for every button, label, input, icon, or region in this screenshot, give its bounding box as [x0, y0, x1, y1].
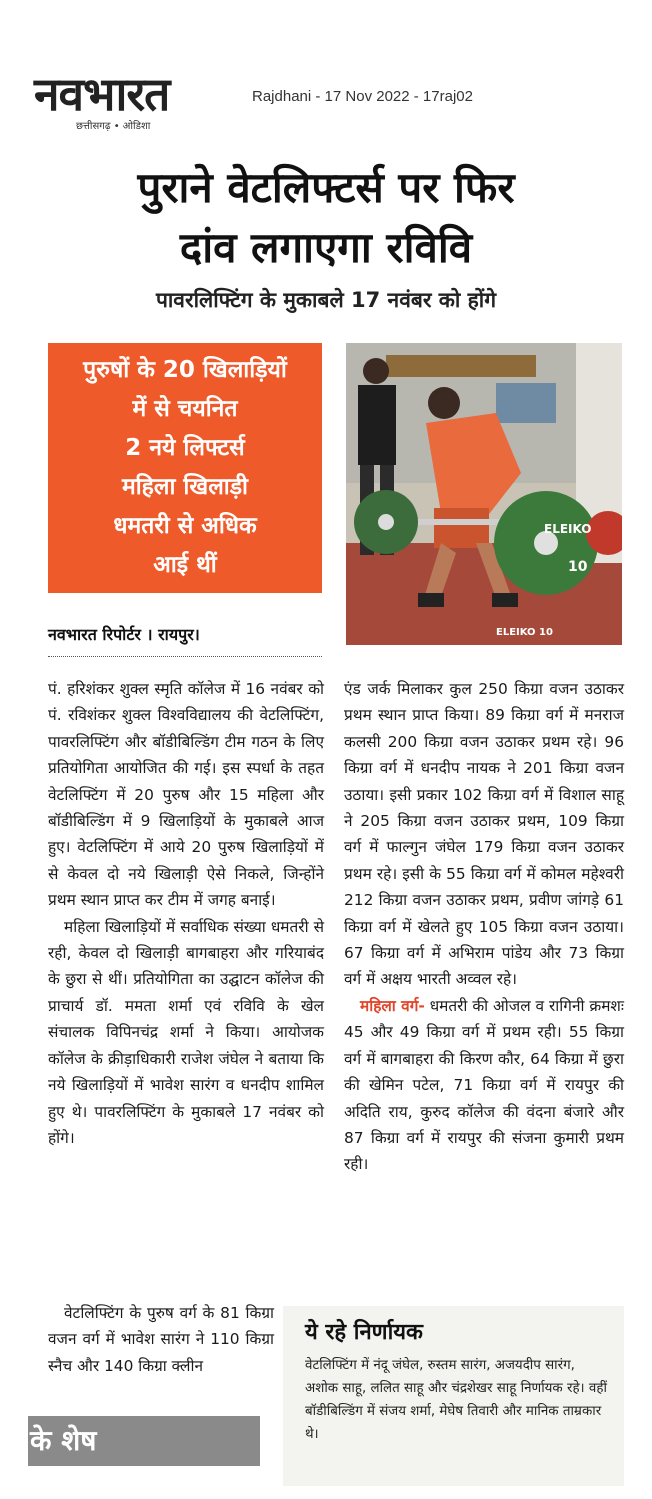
article-paragraph: एंड जर्क मिलाकर कुल 250 किग्रा वजन उठाकर प्रथम स्थान प्राप्त किया। 89 किग्रा वर्ग में मनराज कलसी 200 किग्रा वजन उठाकर प्रथम रहे। 96 किग्रा वर्ग में धनदीप नायक ने 201 किग्रा वजन उठाया। इसी प्रकार 102 किग्रा वर्ग में विशाल साहू ने 205 किग्रा वजन उठाकर प्रथम, 109 किग्रा वर्ग में फाल्गुन जंघेल 179 किग्रा वजन उठाकर प्रथम रहे। इसी के 55 किग्रा वर्ग में कोमल महेश्वरी 212 किग्रा वजन उठाकर प्रथम, प्रवीण जांगड़े 61 किग्रा वर्ग में खेलते हुए 105 किग्रा वजन उठाया। 67 किग्रा वर्ग में अभिराम पांडेय और 73 किग्रा वर्ग में अक्षय भारती अव्वल रहे।	[344, 680, 624, 989]
weightlifter-illustration	[346, 343, 622, 645]
callout-box	[48, 343, 322, 593]
edition-label: छत्तीसगढ़ • ओडिशा	[76, 121, 151, 132]
judges-text: वेटलिफ्टिंग में नंदू जंघेल, रुस्तम सारंग, अजयदीप सारंग, अशोक साहू, ललित साहू और चंद्रशेखर साहू निर्णायक रहे। वहीं बॉडीबिल्डिंग में संजय शर्मा, मेघेष तिवारी और मानिक ताम्रकार थे।	[305, 1358, 607, 1442]
callout-line: धमतरी से अधिक	[113, 513, 257, 539]
subheadline: पावरलिफ्टिंग के मुकाबले 17 नवंबर को होंगे	[155, 288, 497, 312]
masthead-logo	[34, 68, 234, 138]
women-text: धमतरी की ओजल व रागिनी क्रमशः 45 और 49 किग्रा वर्ग में प्रथम रही। 55 किग्रा वर्ग में बागबाहरा की किरण कौर, 64 किग्रा में छुरा की खेमिन पटेल, 71 किग्रा वर्ग में रायपुर की अदिति राय, कुरुद कॉलेज की वंदना बंजारे और 87 किग्रा वर्ग में रायपुर की संजना कुमारी प्रथम रही।	[344, 996, 624, 1174]
article-column-1-end	[48, 1300, 274, 1379]
article-paragraph: वेटलिफ्टिंग के पुरुष वर्ग के 81 किग्रा वजन वर्ग में भावेश सारंग ने 110 किग्रा स्नैच और 140 किग्रा क्लीन	[48, 1304, 274, 1375]
article-column-1	[48, 676, 324, 1151]
continued-bar: के शेष	[28, 1416, 260, 1466]
byline-divider	[48, 656, 322, 657]
news-photo	[346, 343, 622, 645]
logo-text: नवभारत	[34, 67, 170, 121]
headline-line-1: पुराने वेटलिफ्टर्स पर फिर	[137, 163, 515, 212]
women-label: महिला वर्ग-	[360, 996, 425, 1015]
plate-weight: 10	[568, 559, 588, 575]
callout-line: महिला खिलाड़ी	[121, 474, 249, 500]
plate-banner: ELEIKO 10	[496, 627, 553, 638]
headline	[20, 158, 632, 278]
headline-line-2: दांव लगाएगा रविवि	[179, 223, 473, 272]
article-paragraph: पं. हरिशंकर शुक्ल स्मृति कॉलेज में 16 नवंबर को पं. रविशंकर शुक्ल विश्वविद्यालय की वेटलिफ्टिंग, पावरलिफ्टिंग और बॉडीबिल्डिंग टीम गठन के लिए प्रतियोगिता आयोजित की गई। इस स्पर्धा के तहत वेटलिफ्टिंग में 20 पुरुष और 15 महिला और बॉडीबिल्डिंग में 9 खिलाड़ियों के मुकाबले आज हुए। वेटलिफ्टिंग में आये 20 पुरुष खिलाड़ियों में से केवल दो नये खिलाड़ी ऐसे निकले, जिन्होंने प्रथम स्थान प्राप्त कर टीम में जगह बनाई।	[48, 680, 324, 910]
byline: नवभारत रिपोर्टर । रायपुर।	[48, 625, 200, 644]
callout-line: 2 नये लिफ्टर्स	[125, 435, 245, 461]
judges-title: ये रहे निर्णायक	[305, 1320, 423, 1345]
callout-line: पुरुषों के 20 खिलाड़ियों	[83, 357, 287, 383]
callout-line: में से चयनित	[132, 396, 238, 422]
article-paragraph: महिला खिलाड़ियों में सर्वाधिक संख्या धमतरी से रही, केवल दो खिलाड़ी बागबाहरा और गरियाबंद के छुरा से थीं। प्रतियोगिता का उद्घाटन कॉलेज की प्राचार्य डॉ. ममता शर्मा एवं रविवि के खेल संचालक विपिनचंद्र शर्मा ने किया। आयोजक कॉलेज के क्रीड़ाधिकारी राजेश जंघेल ने बताया कि नये खिलाड़ियों में भावेश सारंग व धनदीप शामिल हुए थे। पावरलिफ्टिंग के मुकाबले 17 नवंबर को होंगे।	[48, 917, 324, 1147]
women-section	[344, 993, 624, 1178]
plate-label: ELEIKO	[544, 522, 592, 536]
callout-line: आई थीं	[153, 552, 217, 578]
judges-box	[283, 1306, 624, 1486]
dateline: Rajdhani - 17 Nov 2022 - 17raj02	[252, 88, 473, 105]
article-column-2	[344, 676, 624, 1178]
